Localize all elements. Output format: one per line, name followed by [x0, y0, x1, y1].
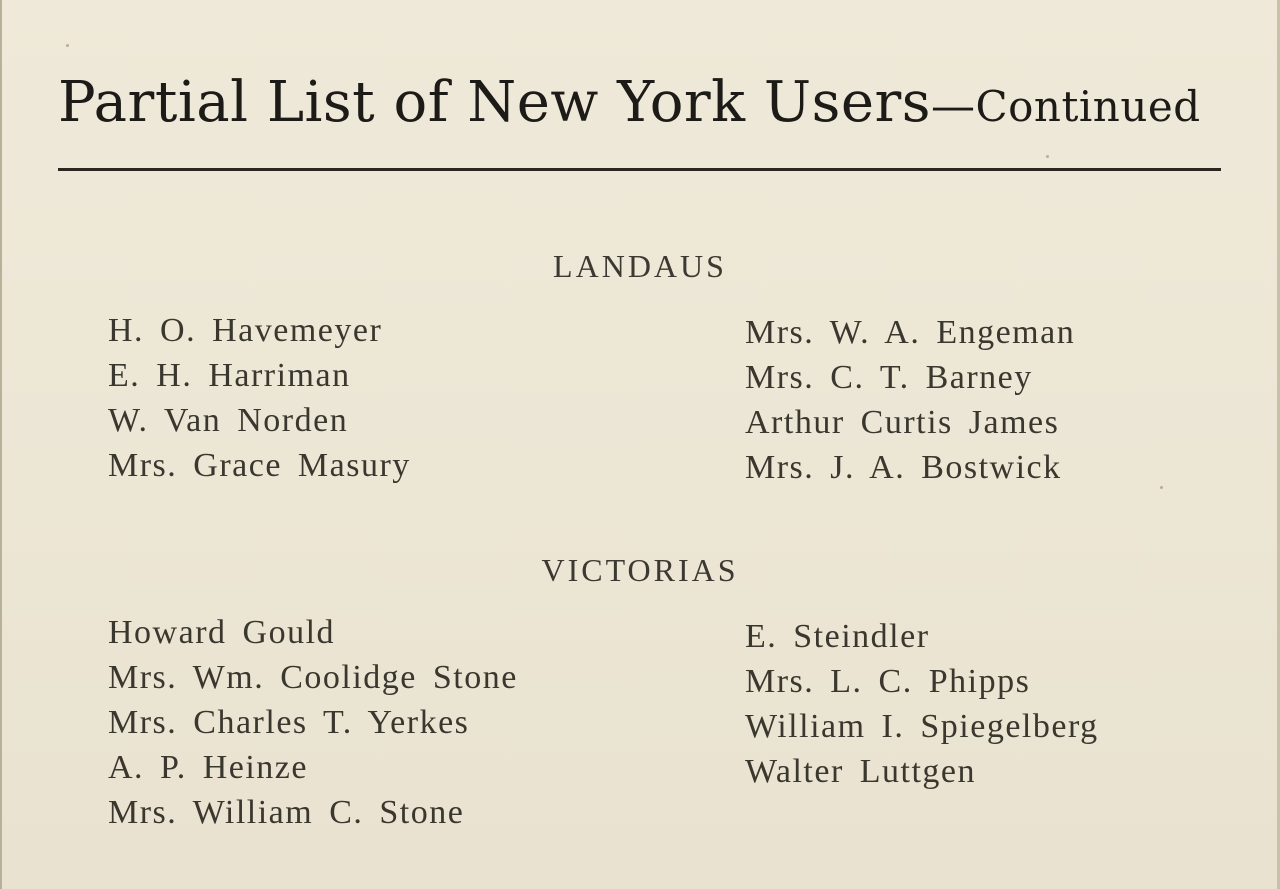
section-heading-landaus: LANDAUS [553, 248, 727, 284]
list-item: Mrs. Charles T. Yerkes [108, 704, 470, 741]
paper-speck [66, 44, 69, 47]
title-main: Partial List of New York Users [58, 70, 931, 135]
list-item: Mrs. William C. Stone [108, 794, 465, 831]
list-item: Mrs. Grace Masury [108, 447, 411, 484]
title-continued: Continued [975, 82, 1201, 131]
title-dash: — [931, 81, 976, 132]
victorias-right-column [745, 614, 1099, 794]
list-item: Arthur Curtis James [745, 404, 1060, 441]
page-title [58, 70, 1201, 135]
list-item: H. O. Havemeyer [108, 312, 383, 349]
section-heading-victorias: VICTORIAS [541, 552, 739, 588]
list-item: Mrs. W. A. Engeman [745, 314, 1076, 351]
list-item: Howard Gould [108, 614, 336, 651]
page-left-edge [0, 0, 2, 889]
list-item: William I. Spiegelberg [745, 708, 1099, 745]
landaus-left-column [108, 308, 411, 488]
list-item: W. Van Norden [108, 402, 349, 439]
paper-speck [1046, 155, 1049, 158]
list-item: E. Steindler [745, 618, 930, 655]
list-item: Mrs. L. C. Phipps [745, 663, 1031, 700]
list-item: Mrs. C. T. Barney [745, 359, 1033, 396]
list-item: A. P. Heinze [108, 749, 308, 786]
list-item: Mrs. J. A. Bostwick [745, 449, 1062, 486]
paper-speck [1160, 486, 1163, 489]
landaus-right-column [745, 310, 1075, 490]
title-rule [58, 168, 1221, 171]
list-item: E. H. Harriman [108, 357, 351, 394]
list-item: Mrs. Wm. Coolidge Stone [108, 659, 518, 696]
victorias-left-column [108, 610, 518, 835]
list-item: Walter Luttgen [745, 753, 977, 790]
